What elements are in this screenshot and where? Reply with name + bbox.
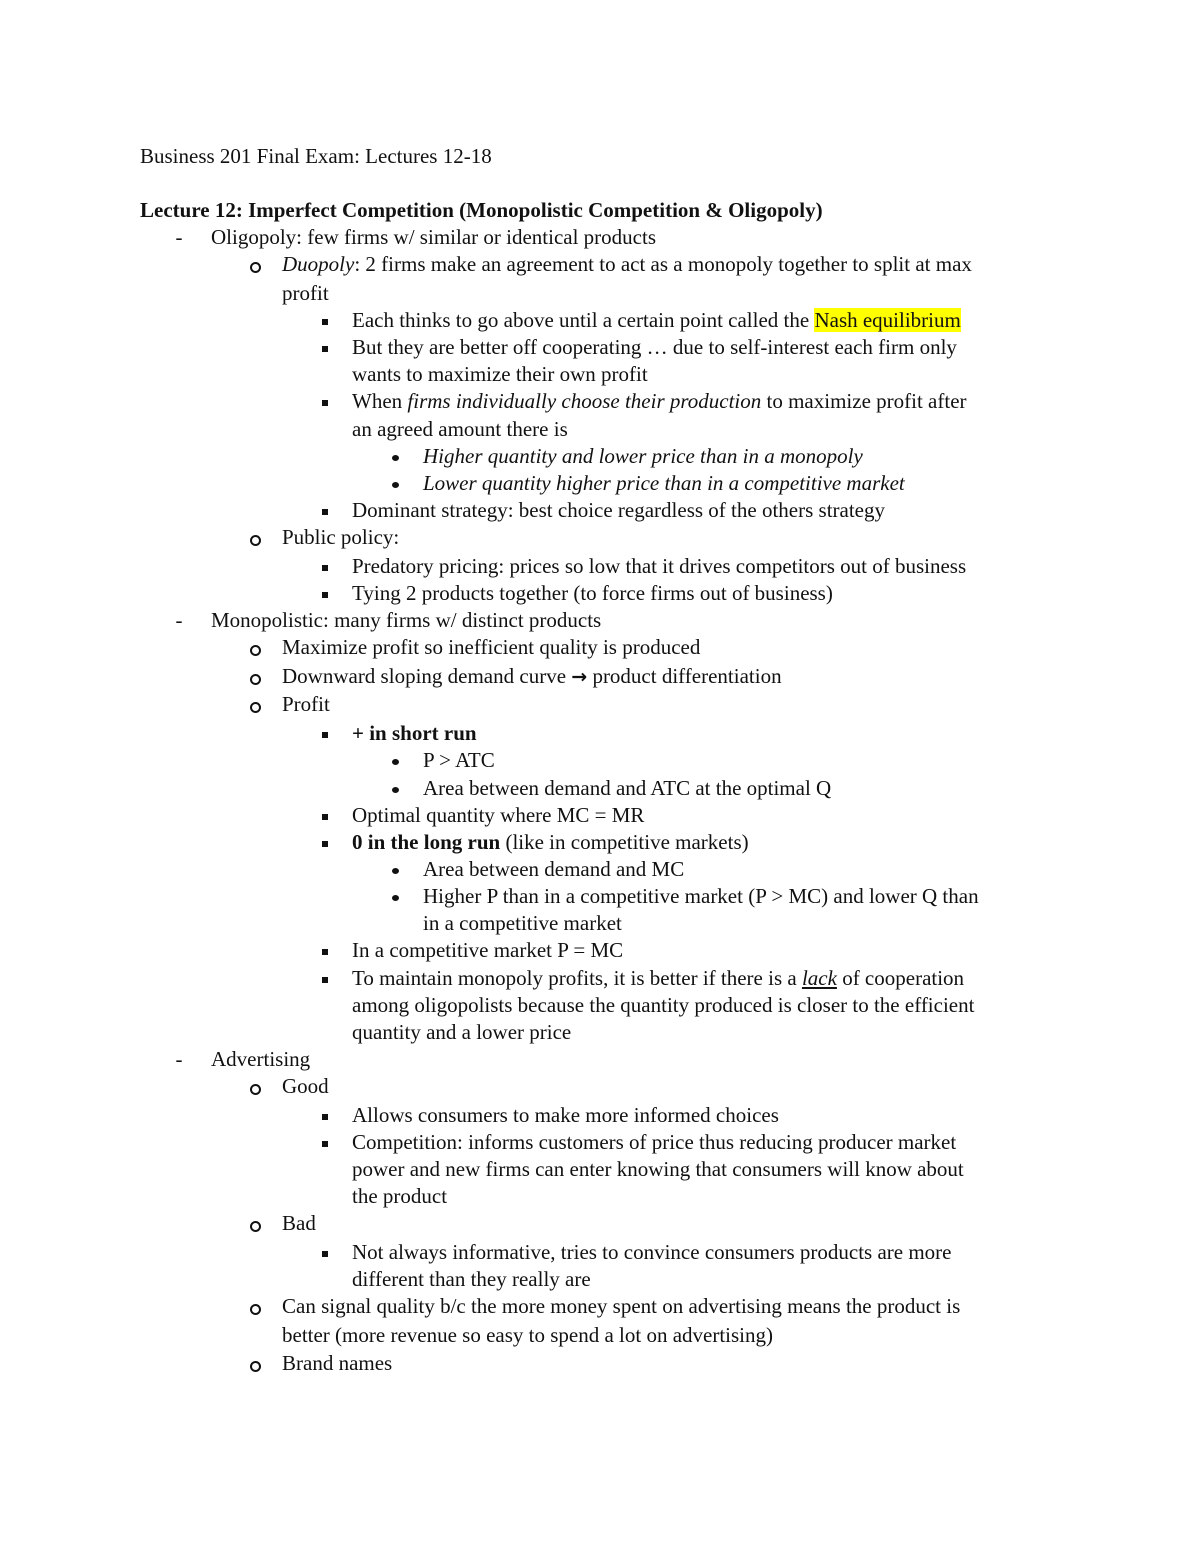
dot-bullet [388, 775, 402, 801]
dash-bullet: - [175, 608, 183, 632]
square-bullet [318, 497, 332, 523]
short-run-item: + in short run [352, 721, 477, 745]
monopolistic-item: Monopolistic: many firms w/ distinct products [211, 608, 602, 632]
maintain-profits-item-cont2: quantity and a lower price [352, 1020, 572, 1044]
predatory-pricing-item: Predatory pricing: prices so low that it drives competitors out of business [352, 554, 967, 578]
maintain-profits-item [352, 965, 964, 991]
circle-bullet [248, 1293, 262, 1319]
downward-text: Downward sloping demand curve [282, 664, 572, 688]
dot-bullet [388, 470, 402, 496]
document-title: Business 201 Final Exam: Lectures 12-18 [140, 144, 492, 168]
dot-bullet [388, 856, 402, 882]
brand-names-item: Brand names [282, 1351, 393, 1375]
competition-item: Competition: informs customers of price thus reducing producer market [352, 1130, 957, 1154]
cooperating-item: But they are better off cooperating … due to self-interest each firm only [352, 335, 957, 359]
maximize-profit-item: Maximize profit so inefficient quality is produced [282, 635, 701, 659]
circle-bullet [248, 524, 262, 550]
not-informative-item-cont: different than they really are [352, 1267, 591, 1291]
nash-text: Each thinks to go above until a certain point called the [352, 308, 815, 332]
advertising-item: Advertising [211, 1047, 311, 1071]
dot-bullet [388, 443, 402, 469]
circle-bullet [248, 1210, 262, 1236]
duopoly-text: : 2 firms make an agreement to act as a monopoly together to split at max [354, 252, 972, 276]
signal-quality-item-cont: better (more revenue so easy to spend a lot on advertising) [282, 1323, 774, 1347]
duopoly-item-cont: profit [282, 281, 329, 305]
when-item-cont: an agreed amount there is [352, 417, 568, 441]
competition-item-cont2: the product [352, 1184, 448, 1208]
duopoly-term: Duopoly [282, 252, 355, 276]
informed-choices-item: Allows consumers to make more informed choices [352, 1103, 779, 1127]
square-bullet [318, 553, 332, 579]
when-text-post: to maximize profit after [761, 389, 967, 413]
long-run-item [352, 829, 749, 855]
circle-bullet [248, 634, 262, 660]
square-bullet [318, 965, 332, 991]
circle-bullet [248, 1350, 262, 1376]
nash-item [352, 307, 961, 333]
competitive-market-item: In a competitive market P = MC [352, 938, 624, 962]
lack-emphasis: lack [801, 966, 837, 990]
right-arrow-icon: → [571, 666, 588, 688]
downward-sloping-item [282, 663, 782, 690]
public-policy-item: Public policy: [282, 525, 400, 549]
dominant-strategy-item: Dominant strategy: best choice regardless of the others strategy [352, 498, 885, 522]
square-bullet [318, 580, 332, 606]
good-item: Good [282, 1074, 329, 1098]
long-run-bold: 0 in the long run [352, 830, 501, 854]
p-atc-item: P > ATC [423, 748, 495, 772]
not-informative-item: Not always informative, tries to convince consumers products are more [352, 1240, 952, 1264]
circle-bullet [248, 663, 262, 689]
square-bullet [318, 388, 332, 414]
area-mc-item: Area between demand and MC [423, 857, 685, 881]
square-bullet [318, 1239, 332, 1265]
optimal-quantity-item: Optimal quantity where MC = MR [352, 803, 645, 827]
maintain-profits-item-cont: among oligopolists because the quantity produced is closer to the efficient [352, 993, 975, 1017]
bad-item: Bad [282, 1211, 316, 1235]
dash-bullet: - [175, 1047, 183, 1071]
long-run-text: (like in competitive markets) [500, 830, 749, 854]
higher-p-item: Higher P than in a competitive market (P > MC) and lower Q than [423, 884, 979, 908]
circle-bullet [248, 691, 262, 717]
tying-item: Tying 2 products together (to force firms out of business) [352, 581, 833, 605]
competition-item-cont: power and new firms can enter knowing that consumers will know about [352, 1157, 964, 1181]
square-bullet [318, 1129, 332, 1155]
square-bullet [318, 334, 332, 360]
area-atc-item: Area between demand and ATC at the optimal Q [423, 776, 832, 800]
when-item [352, 388, 967, 414]
lecture-heading: Lecture 12: Imperfect Competition (Monopolistic Competition & Oligopoly) [140, 198, 823, 222]
square-bullet [318, 829, 332, 855]
when-italic: firms individually choose their production [407, 389, 762, 413]
maintain-text: To maintain monopoly profits, it is better if there is a [352, 966, 802, 990]
dot-bullet [388, 883, 402, 909]
when-text: When [352, 389, 408, 413]
circle-bullet [248, 1073, 262, 1099]
nash-highlight: Nash equilibrium [814, 308, 961, 332]
dash-bullet: - [175, 225, 183, 249]
higher-quantity-item: Higher quantity and lower price than in a monopoly [423, 444, 863, 468]
square-bullet [318, 720, 332, 746]
signal-quality-item: Can signal quality b/c the more money spent on advertising means the product is [282, 1294, 961, 1318]
square-bullet [318, 307, 332, 333]
downward-text-post: product differentiation [587, 664, 782, 688]
profit-item: Profit [282, 692, 330, 716]
maintain-text-post: of cooperation [836, 966, 965, 990]
lower-quantity-item: Lower quantity higher price than in a competitive market [423, 471, 905, 495]
cooperating-item-cont: wants to maximize their own profit [352, 362, 648, 386]
higher-p-item-cont: in a competitive market [423, 911, 622, 935]
oligopoly-item: Oligopoly: few firms w/ similar or identical products [211, 225, 656, 249]
circle-bullet [248, 251, 262, 277]
duopoly-item [282, 251, 972, 277]
square-bullet [318, 937, 332, 963]
dot-bullet [388, 747, 402, 773]
square-bullet [318, 802, 332, 828]
square-bullet [318, 1102, 332, 1128]
